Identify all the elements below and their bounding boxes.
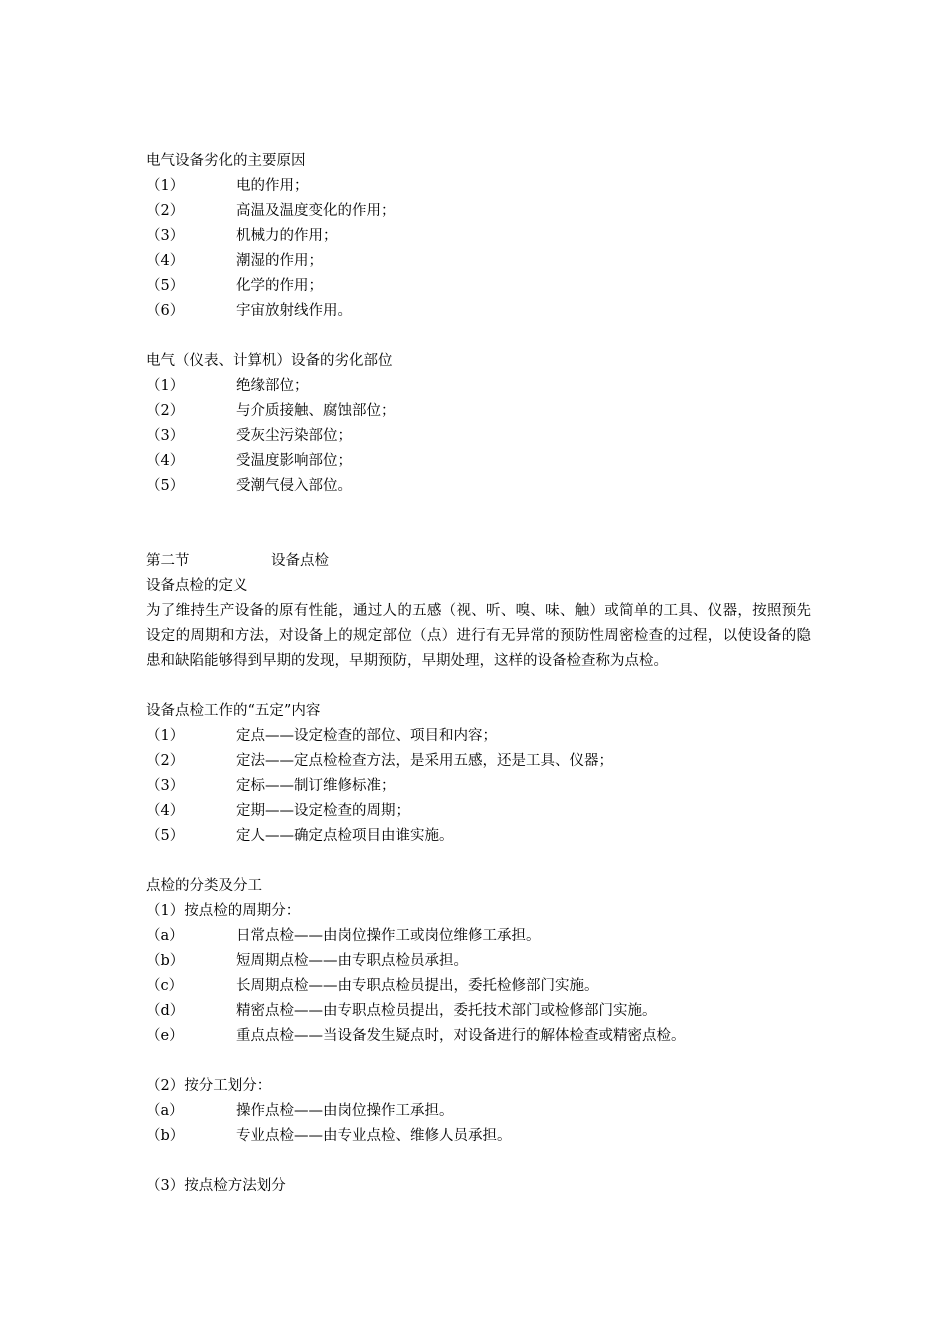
item-number: （2） <box>146 753 185 769</box>
list-item <box>146 774 811 799</box>
list-item <box>146 799 811 824</box>
item-number: （5） <box>146 278 185 294</box>
item-number: （b） <box>146 953 185 969</box>
list-item <box>146 1124 811 1149</box>
item-text: 短周期点检——由专职点检员承担。 <box>236 953 468 969</box>
list-item <box>146 424 811 449</box>
item-number: （3） <box>146 778 185 794</box>
list-item <box>146 949 811 974</box>
definition-paragraph: 为了维持生产设备的原有性能，通过人的五感（视、听、嗅、味、触）或简单的工具、仪器，按照预先设定的周期和方法，对设备上的规定部位（点）进行有无异常的预防性周密检查的过程，以使设备的隐患和缺陷能够得到早期的发现，早期预防，早期处理，这样的设备检查称为点检。 <box>146 603 811 669</box>
section-heading-deterioration-causes: 电气设备劣化的主要原因 <box>146 153 306 169</box>
chapter-title: 设备点检 <box>271 553 329 569</box>
spacer <box>146 1149 811 1174</box>
item-text: 重点点检——当设备发生疑点时，对设备进行的解体检查或精密点检。 <box>236 1028 686 1044</box>
item-text: 化学的作用； <box>236 278 323 294</box>
item-text: 精密点检——由专职点检员提出，委托技术部门或检修部门实施。 <box>236 1003 657 1019</box>
item-text: 定标——制订维修标准； <box>236 778 396 794</box>
item-number: （4） <box>146 453 185 469</box>
item-number: （e） <box>146 1028 184 1044</box>
item-number: （2） <box>146 403 185 419</box>
item-number: （2） <box>146 203 185 219</box>
item-text: 受灰尘污染部位； <box>236 428 352 444</box>
spacer <box>146 499 811 549</box>
item-text: 与介质接触、腐蚀部位； <box>236 403 396 419</box>
item-text: 操作点检——由岗位操作工承担。 <box>236 1103 454 1119</box>
item-text: 机械力的作用； <box>236 228 338 244</box>
item-number: （a） <box>146 1103 184 1119</box>
subsection-title: （2）按分工划分： <box>146 1078 272 1094</box>
section-heading-five-fixed: 设备点检工作的“五定”内容 <box>146 703 321 719</box>
item-number: （1） <box>146 378 185 394</box>
item-number: （a） <box>146 928 184 944</box>
item-text: 专业点检——由专业点检、维修人员承担。 <box>236 1128 512 1144</box>
list-item <box>146 724 811 749</box>
item-text: 定法——定点检检查方法，是采用五感，还是工具、仪器； <box>236 753 613 769</box>
item-text: 高温及温度变化的作用； <box>236 203 396 219</box>
section-heading-definition: 设备点检的定义 <box>146 578 248 594</box>
list-item <box>146 749 811 774</box>
item-number: （c） <box>146 978 184 994</box>
list-item <box>146 199 811 224</box>
list-item <box>146 924 811 949</box>
list-item <box>146 299 811 324</box>
item-number: （1） <box>146 728 185 744</box>
list-item <box>146 474 811 499</box>
item-text: 定点——设定检查的部位、项目和内容； <box>236 728 497 744</box>
item-text: 电的作用； <box>236 178 309 194</box>
list-item <box>146 174 811 199</box>
spacer <box>146 324 811 349</box>
subsection-title: （3）按点检方法划分 <box>146 1178 286 1194</box>
item-number: （5） <box>146 478 185 494</box>
chapter-label: 第二节 <box>146 553 190 569</box>
item-number: （3） <box>146 428 185 444</box>
subsection-title: （1）按点检的周期分： <box>146 903 301 919</box>
item-number: （6） <box>146 303 185 319</box>
item-number: （1） <box>146 178 185 194</box>
item-number: （d） <box>146 1003 185 1019</box>
list-item <box>146 1024 811 1049</box>
spacer <box>146 849 811 874</box>
item-text: 定期——设定检查的周期； <box>236 803 410 819</box>
spacer <box>146 1049 811 1074</box>
item-number: （4） <box>146 253 185 269</box>
document-page <box>146 149 811 1199</box>
list-item <box>146 1099 811 1124</box>
item-number: （4） <box>146 803 185 819</box>
chapter-heading <box>146 549 811 574</box>
list-item <box>146 974 811 999</box>
item-text: 长周期点检——由专职点检员提出，委托检修部门实施。 <box>236 978 599 994</box>
item-number: （b） <box>146 1128 185 1144</box>
item-text: 潮湿的作用； <box>236 253 323 269</box>
item-text: 受温度影响部位； <box>236 453 352 469</box>
item-text: 绝缘部位； <box>236 378 309 394</box>
list-item <box>146 249 811 274</box>
list-item <box>146 274 811 299</box>
section-heading-classification: 点检的分类及分工 <box>146 878 262 894</box>
item-text: 受潮气侵入部位。 <box>236 478 352 494</box>
list-item <box>146 824 811 849</box>
list-item <box>146 449 811 474</box>
list-item <box>146 999 811 1024</box>
item-text: 定人——确定点检项目由谁实施。 <box>236 828 454 844</box>
item-text: 宇宙放射线作用。 <box>236 303 352 319</box>
list-item <box>146 399 811 424</box>
item-number: （3） <box>146 228 185 244</box>
item-number: （5） <box>146 828 185 844</box>
list-item <box>146 374 811 399</box>
item-text: 日常点检——由岗位操作工或岗位维修工承担。 <box>236 928 541 944</box>
spacer <box>146 674 811 699</box>
list-item <box>146 224 811 249</box>
section-heading-deterioration-parts: 电气（仪表、计算机）设备的劣化部位 <box>146 353 393 369</box>
